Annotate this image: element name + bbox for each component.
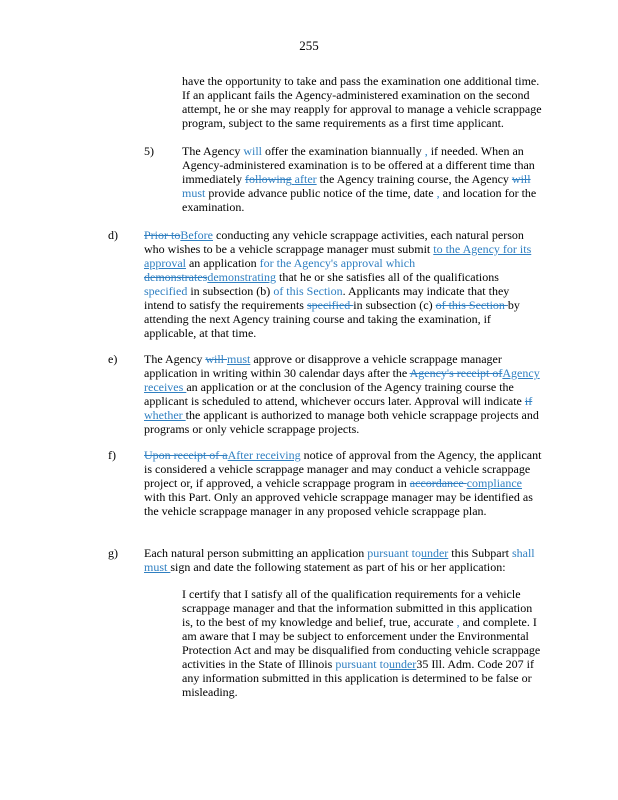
inserted-text: , <box>421 144 428 158</box>
inserted-text: , <box>433 186 440 200</box>
text-run: I certify that I satisfy all of the qualification requirements for a vehicle scrappage manager and that the information submitted in this application is, to the best of my knowledge and belief, true, accurate <box>182 587 533 629</box>
deleted-text: accordance <box>409 476 467 490</box>
item-5-text <box>182 144 542 214</box>
text-run: 35 Ill. Adm. Code 207 if any information submitted in this application is determined to be false or misleading. <box>182 657 534 699</box>
text-run: that he or she satisfies all of the qualifications <box>275 270 499 284</box>
inserted-text: under <box>388 657 417 671</box>
deleted-text: Prior to <box>144 228 181 242</box>
text-run: approve or disapprove a vehicle scrappage manager application in writing within 30 calendar days after the <box>144 352 502 380</box>
text-run: if needed. When an Agency-administered examination is to be offered at a different time than immediately <box>182 144 535 186</box>
deleted-text: will <box>511 172 531 186</box>
text-run: provide advance public notice of the time, date <box>205 186 434 200</box>
text-run: offer the examination biannually <box>261 144 422 158</box>
inserted-text: whether <box>144 408 186 422</box>
deleted-text: specified <box>306 298 354 312</box>
item-label-g: g) <box>108 546 118 560</box>
text-run: the applicant is authorized to manage both vehicle scrappage projects and programs or only vehicle scrappage projects. <box>144 408 539 436</box>
text-run: sign and date the following statement as part of his or her application: <box>170 560 506 574</box>
inserted-text: shall <box>511 546 535 560</box>
deleted-text: will <box>205 352 227 366</box>
text-run: by attending the next Agency training course and taking the examination, if applicable, at that time. <box>144 298 520 340</box>
inserted-text: compliance <box>466 476 523 490</box>
page-number: 255 <box>299 38 319 53</box>
inserted-text: , <box>453 615 460 629</box>
inserted-text: must <box>226 352 251 366</box>
inserted-text: to the Agency for its approval <box>144 242 532 270</box>
inserted-text: specified <box>144 284 188 298</box>
item-g-text <box>144 546 542 574</box>
text-run: The Agency <box>182 144 244 158</box>
text-run: notice of approval from the Agency, the applicant is considered a vehicle scrappage manager and may conduct a vehicle scrappage project or, if approved, a vehicle scrappage program in <box>144 448 542 490</box>
text-run: If an applicant fails the Agency-administered examination on the second attempt, he or she may reapply for approval to manage a vehicle scrappage program, subject to the same requirements as a first time applicant. <box>182 88 542 130</box>
item-e-text <box>144 352 542 436</box>
item-label-f: f) <box>108 448 116 462</box>
text-run: . Applicants may indicate that they intend to satisfy the requirements <box>144 284 510 312</box>
inserted-text: pursuant to <box>367 546 421 560</box>
text-run: conducting any vehicle scrappage activities, each natural person who wishes to be a vehicle scrappage manager must submit <box>144 228 524 256</box>
text-run: in subsection (b) <box>187 284 274 298</box>
item-label-e: e) <box>108 352 118 366</box>
text-run: with this Part. Only an approved vehicle scrappage manager may be identified as the vehicle scrappage manager in any proposed vehicle scrappage plan. <box>144 490 533 518</box>
inserted-text: under <box>420 546 449 560</box>
text-run: an application <box>185 256 260 270</box>
deleted-text: Agency's receipt of <box>409 366 503 380</box>
deleted-text: Upon receipt of a <box>144 448 228 462</box>
deleted-text: if <box>524 394 533 408</box>
text-run: in subsection (c) <box>353 298 436 312</box>
inserted-text: of this Section <box>273 284 343 298</box>
inserted-text: demonstrating <box>207 270 276 284</box>
inserted-text: Agency receives <box>144 366 540 394</box>
inserted-text: must <box>144 560 171 574</box>
text-run: and complete. I am aware that I may be subject to enforcement under the Environmental Protection Act and may be disqualified from conducting vehicle scrappage activities in the State of Illinois <box>182 615 541 671</box>
inserted-text: After receiving <box>227 448 301 462</box>
inserted-text: must <box>182 186 206 200</box>
inserted-text: will <box>243 144 262 158</box>
inserted-text: pursuant to <box>335 657 389 671</box>
continued-paragraph <box>182 74 542 130</box>
text-run: have the opportunity to take and pass the examination one additional time. <box>182 74 540 88</box>
text-run: Each natural person submitting an application <box>144 546 368 560</box>
text-run: this Subpart <box>448 546 512 560</box>
item-d-text <box>144 228 542 340</box>
text-run: the Agency training course, the Agency <box>316 172 512 186</box>
certification-statement <box>182 587 542 699</box>
item-f-text <box>144 448 542 518</box>
item-label-d: d) <box>108 228 118 242</box>
inserted-text: Before <box>180 228 213 242</box>
text-run: and location for the examination. <box>182 186 537 214</box>
deleted-text: of this Section <box>435 298 508 312</box>
text-run: The Agency <box>144 352 206 366</box>
deleted-text: demonstrates <box>144 270 208 284</box>
text-run: an application or at the conclusion of the Agency training course the applicant is scheduled to attend, whichever occurs later. Approval will indicate <box>144 380 525 408</box>
deleted-text: following <box>244 172 292 186</box>
inserted-text: for the Agency's approval which <box>259 256 416 270</box>
item-label-5: 5) <box>144 144 154 158</box>
inserted-text: after <box>294 172 317 186</box>
